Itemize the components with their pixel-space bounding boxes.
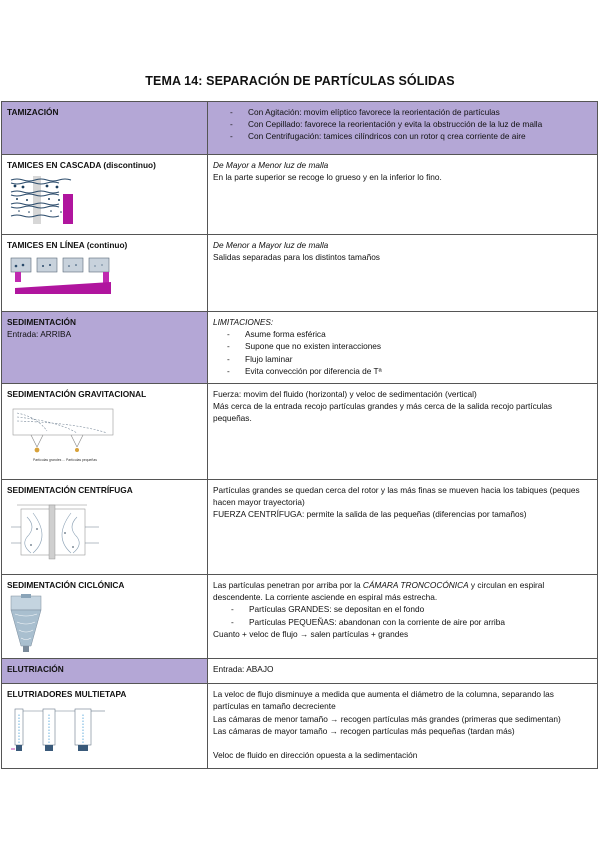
- bullet-list: [216, 106, 592, 143]
- row-text: Las cámaras de menor tamaño → recogen partículas más grandes (primeras que sedimentan): [213, 713, 561, 724]
- bullet-list: [213, 328, 592, 377]
- row-text: [213, 579, 592, 603]
- list-item: - Partículas PEQUEÑAS: abandonan con la corriente de aire por arriba: [213, 616, 592, 628]
- sieve-cascade-figure: [7, 174, 77, 226]
- spacer: [213, 737, 592, 749]
- row-text: Cuanto + veloc de flujo → salen partículas + grandes: [213, 628, 409, 639]
- row-subtitle: De Mayor a Menor luz de malla: [213, 160, 329, 170]
- row-heading-cell: [2, 102, 208, 155]
- summary-table: [1, 101, 598, 769]
- figure-caption: Partículas grandes ... Partículas pequeñas: [33, 458, 97, 463]
- row-heading-cell: [2, 384, 208, 480]
- list-item: - Con Centrifugación: tamices cilíndricos con un rotor q crea corriente de aire: [216, 130, 592, 142]
- row-content-cell: [208, 235, 598, 312]
- list-item: - Evita convección por diferencia de Tª: [213, 365, 592, 377]
- row-text: FUERZA CENTRÍFUGA: permite la salida de las pequeñas (diferencias por tamaños): [213, 509, 527, 520]
- multistage-elutriator-figure: [7, 703, 119, 757]
- row-heading: SEDIMENTACIÓN CICLÓNICA: [7, 580, 125, 590]
- emphasis-text: CÁMARA TRONCOCÓNICA: [362, 580, 469, 590]
- page-title: TEMA 14: SEPARACIÓN DE PARTÍCULAS SÓLIDAS: [145, 74, 455, 88]
- row-text: Salidas separadas para los distintos tamaños: [213, 252, 380, 263]
- row-text: Veloc de fluido en dirección opuesta a la sedimentación: [213, 750, 418, 761]
- row-heading: SEDIMENTACIÓN CENTRÍFUGA: [7, 485, 133, 495]
- row-heading-cell: [2, 155, 208, 235]
- row-text-part: Las partículas penetran por arriba por la: [213, 580, 363, 590]
- row-heading-cell: [2, 575, 208, 659]
- cyclone-figure: [7, 594, 67, 654]
- row-text: En la parte superior se recoge lo grueso y en la inferior lo fino.: [213, 172, 442, 183]
- row-content-cell: [208, 102, 598, 155]
- list-item: - Partículas GRANDES: se depositan en el fondo: [213, 603, 592, 615]
- row-content-cell: [208, 575, 598, 659]
- row-subtitle: De Menor a Mayor luz de malla: [213, 240, 329, 250]
- list-item: - Flujo laminar: [213, 353, 592, 365]
- list-item: - Supone que no existen interacciones: [213, 340, 592, 352]
- row-text-part: y circulan en espiral descendente. La corriente asciende en espiral más estrecha.: [213, 580, 545, 603]
- table-row: [2, 312, 598, 384]
- sieve-line-figure: [7, 254, 119, 298]
- row-text: Las cámaras de mayor tamaño → recogen partículas más pequeñas (tardan más): [213, 725, 515, 736]
- row-heading: ELUTRIACIÓN: [7, 664, 64, 675]
- row-heading: TAMICES EN LÍNEA (continuo): [7, 240, 128, 250]
- row-text: Fuerza: movim del fluido (horizontal) y veloc de sedimentación (vertical): [213, 389, 477, 399]
- row-heading: TAMIZACIÓN: [7, 107, 59, 117]
- row-content-cell: [208, 312, 598, 384]
- table-row: [2, 155, 598, 235]
- list-item: - Con Cepillado: favorece la reorientación y evita la obstrucción de la luz de malla: [216, 118, 592, 130]
- list-item: - Con Agitación: movim elíptico favorece la reorientación de partículas: [216, 106, 592, 118]
- row-heading-cell: [2, 659, 208, 684]
- row-heading-cell: [2, 312, 208, 384]
- row-text: Partículas grandes se quedan cerca del rotor y las más finas se mueven hacia los tabiques (peques hacen mayor trayectoria): [213, 485, 580, 508]
- table-row: [2, 575, 598, 659]
- row-heading: SEDIMENTACIÓN GRAVITACIONAL: [7, 389, 147, 399]
- row-entrada: Entrada: ARRIBA: [7, 329, 72, 340]
- limitaciones-label: LIMITACIONES:: [213, 317, 274, 327]
- row-text: Entrada: ABAJO: [213, 664, 274, 675]
- table-row: [2, 480, 598, 575]
- row-heading-cell: [2, 684, 208, 769]
- row-heading: TAMICES EN CASCADA (discontinuo): [7, 160, 156, 170]
- row-heading-cell: [2, 235, 208, 312]
- row-content-cell: [208, 384, 598, 480]
- table-row: [2, 659, 598, 684]
- row-content-cell: [208, 684, 598, 769]
- row-heading: ELUTRIADORES MULTIETAPA: [7, 689, 127, 700]
- row-heading-cell: [2, 480, 208, 575]
- row-text: La veloc de flujo disminuye a medida que aumenta el diámetro de la columna, separando las partículas en tamaño decreciente: [213, 689, 554, 712]
- table-row: [2, 684, 598, 769]
- row-content-cell: [208, 659, 598, 684]
- table-row: [2, 384, 598, 480]
- table-row: [2, 235, 598, 312]
- table-row: [2, 102, 598, 155]
- list-item: - Asume forma esférica: [213, 328, 592, 340]
- row-text: Más cerca de la entrada recojo partículas grandes y más cerca de la salida recojo partículas pequeñas.: [213, 401, 552, 424]
- row-heading: SEDIMENTACIÓN: [7, 317, 76, 327]
- gravitational-settling-figure: [7, 403, 119, 465]
- row-content-cell: [208, 480, 598, 575]
- bullet-list: [213, 603, 592, 627]
- row-content-cell: [208, 155, 598, 235]
- centrifugal-settling-figure: [7, 499, 119, 563]
